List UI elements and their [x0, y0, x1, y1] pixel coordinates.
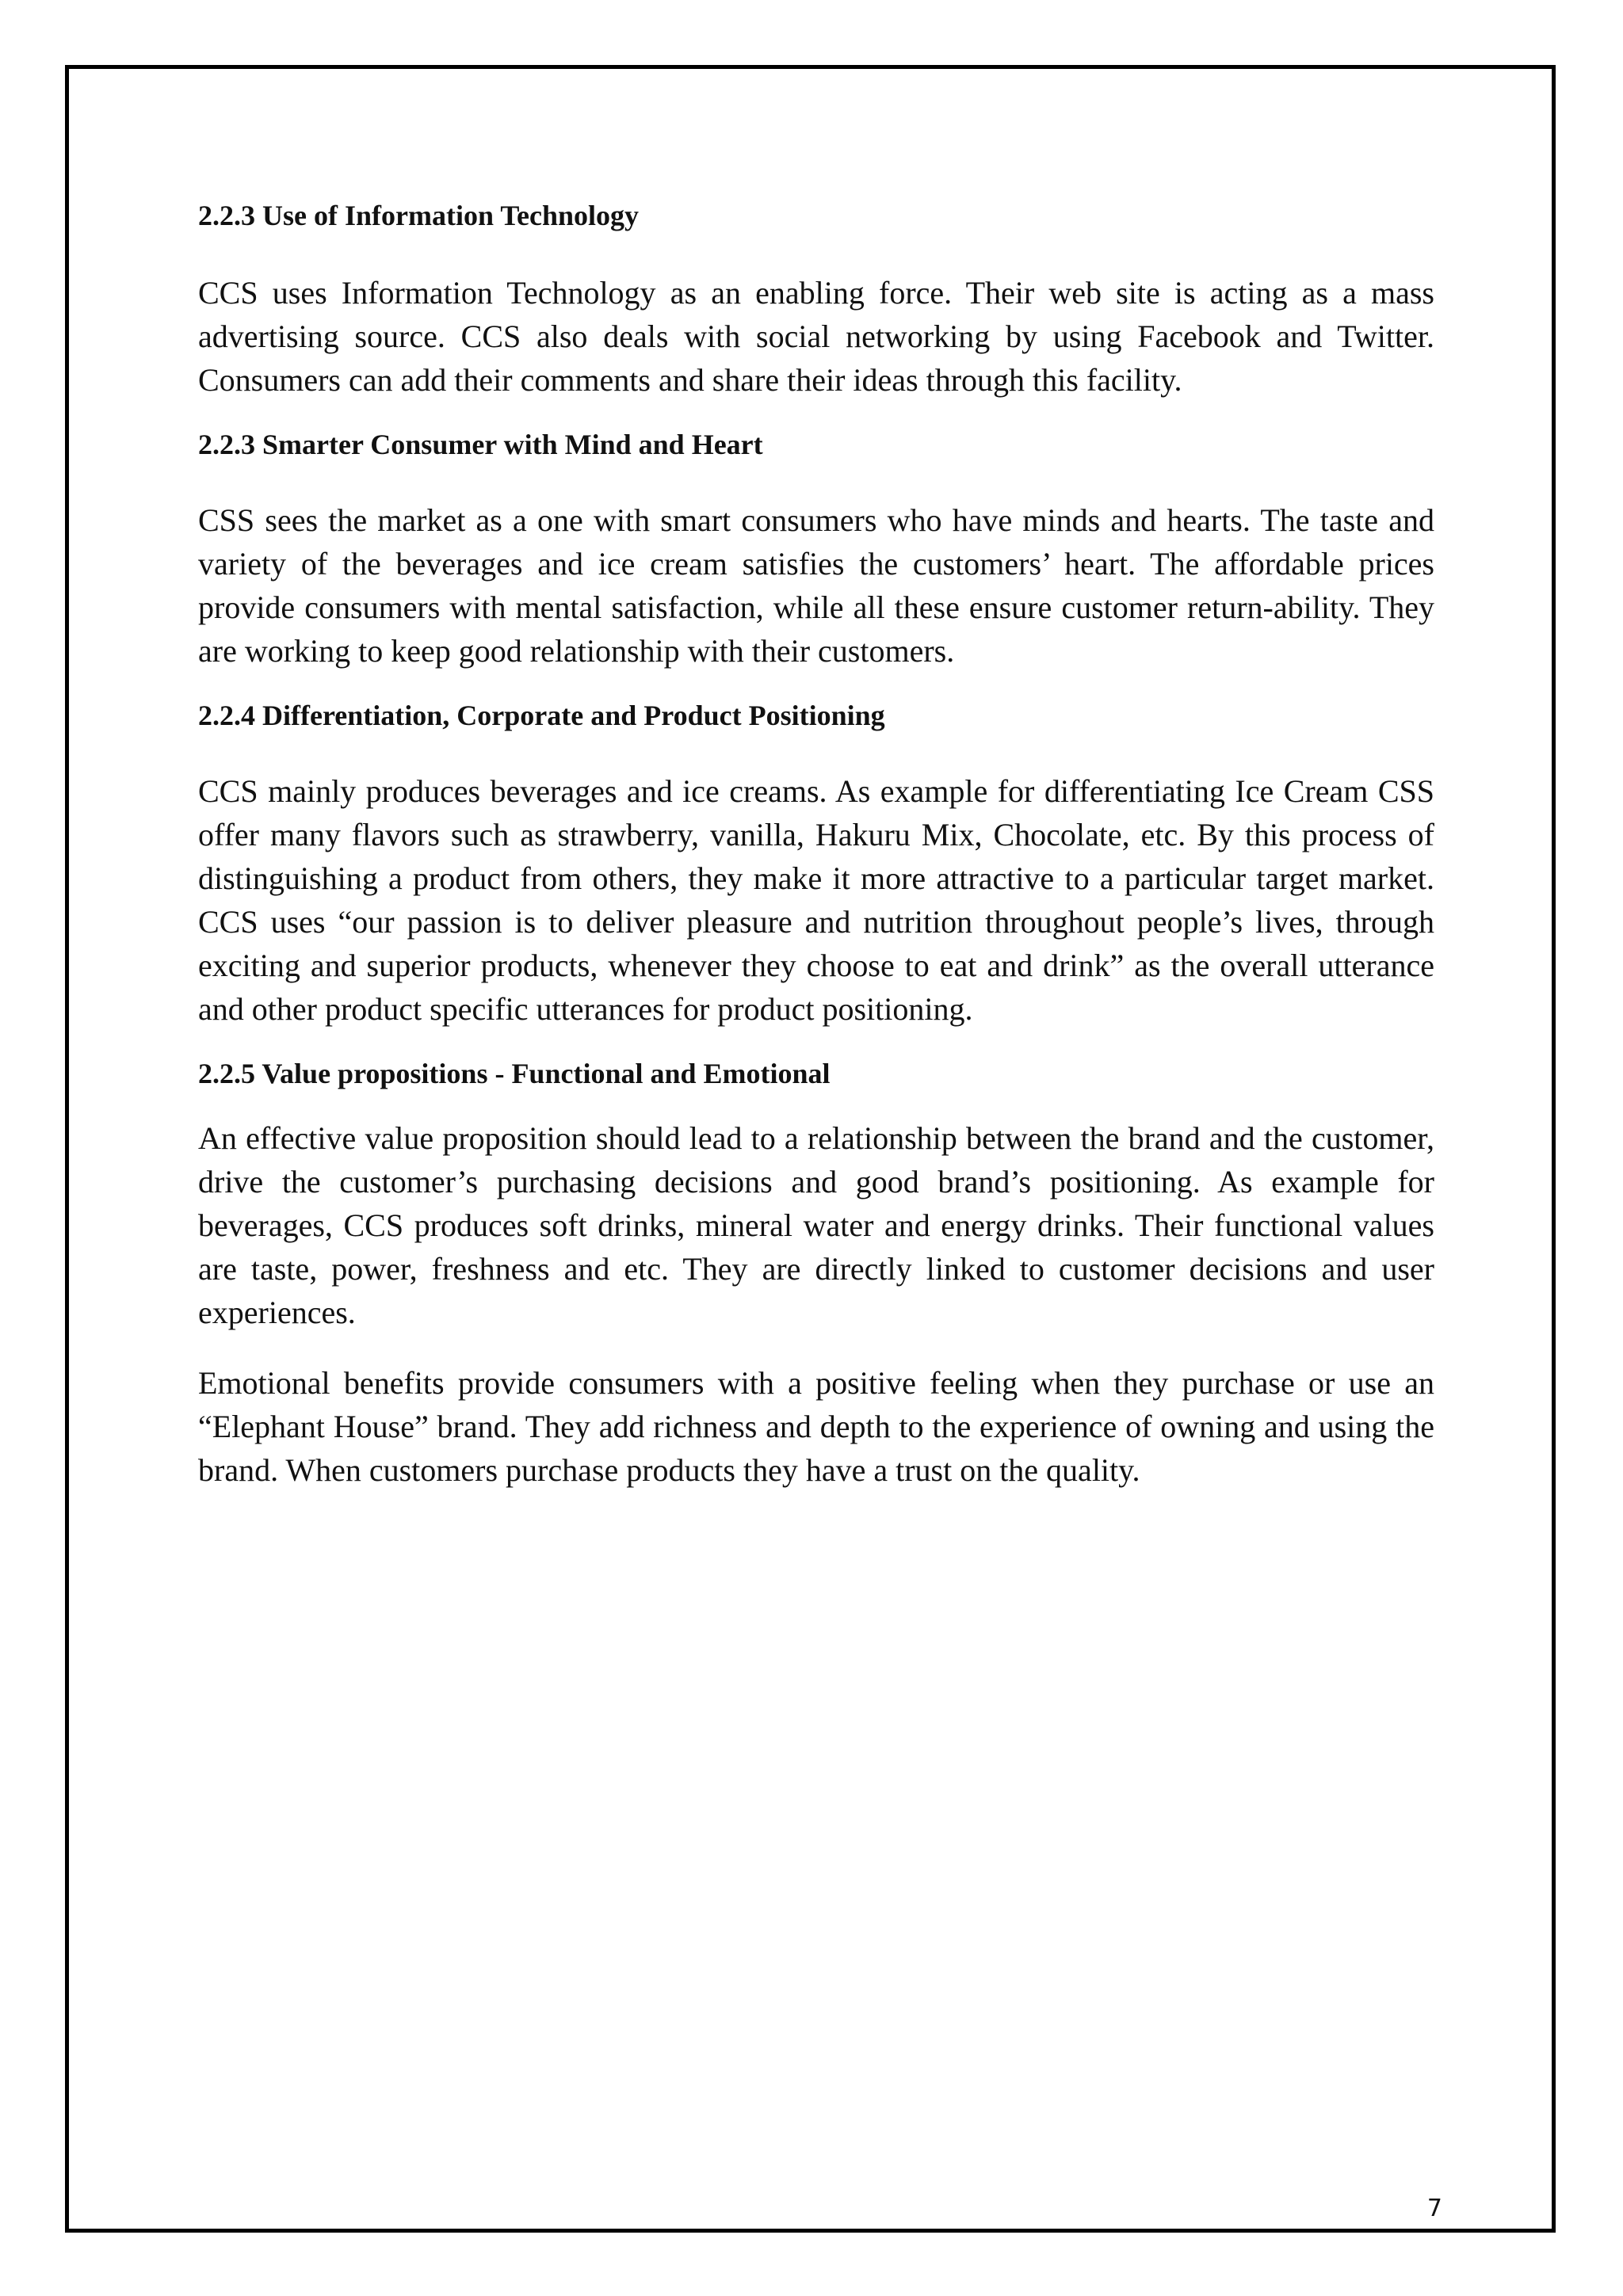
paragraph-smarter-consumer: CSS sees the market as a one with smart consumers who have minds and hearts. The taste and variety of the beverages and ice cream satisfies the customers’ heart. The affordable prices provide consumers with mental satisfaction, while all these ensure customer return-ability. They are working to keep good relationship with their customers. [198, 502, 1434, 669]
paragraph-use-of-it: CCS uses Information Technology as an enabling force. Their web site is acting as a mass advertising source. CCS also deals with social networking by using Facebook and Twitter. Consumers can add their comments and share their ideas through this facility. [198, 275, 1434, 398]
section-heading-use-of-it: 2.2.3 Use of Information Technology [198, 200, 640, 231]
paragraph-emotional-benefits: Emotional benefits provide consumers with a positive feeling when they purchase or use an “Elephant House” brand. They add richness and depth to the experience of owning and using the brand. When customers purchase products they have a trust on the quality. [198, 1365, 1434, 1488]
section-heading-differentiation: 2.2.4 Differentiation, Corporate and Product Positioning [198, 700, 885, 731]
page-number: 7 [1426, 2195, 1442, 2222]
paragraph-differentiation: CCS mainly produces beverages and ice creams. As example for differentiating Ice Cream CSS offer many flavors such as strawberry, vanilla, Hakuru Mix, Chocolate, etc. By this process of distinguishing a product from others, they make it more attractive to a particular target market. CCS uses “our passion is to deliver pleasure and nutrition throughout people’s lives, through exciting and superior products, whenever they choose to eat and drink” as the overall utterance and other product specific utterances for product positioning. [198, 773, 1434, 1027]
section-heading-value-propositions: 2.2.5 Value propositions - Functional and Emotional [198, 1058, 831, 1089]
paragraph-functional-values: An effective value proposition should lead to a relationship between the brand and the customer, drive the customer’s purchasing decisions and good brand’s positioning. As example for beverages, CCS produces soft drinks, mineral water and energy drinks. Their functional values are taste, power, freshness and etc. They are directly linked to customer decisions and user experiences. [198, 1120, 1434, 1330]
page-content [198, 193, 1434, 1492]
section-heading-smarter-consumer: 2.2.3 Smarter Consumer with Mind and Heart [198, 429, 763, 460]
